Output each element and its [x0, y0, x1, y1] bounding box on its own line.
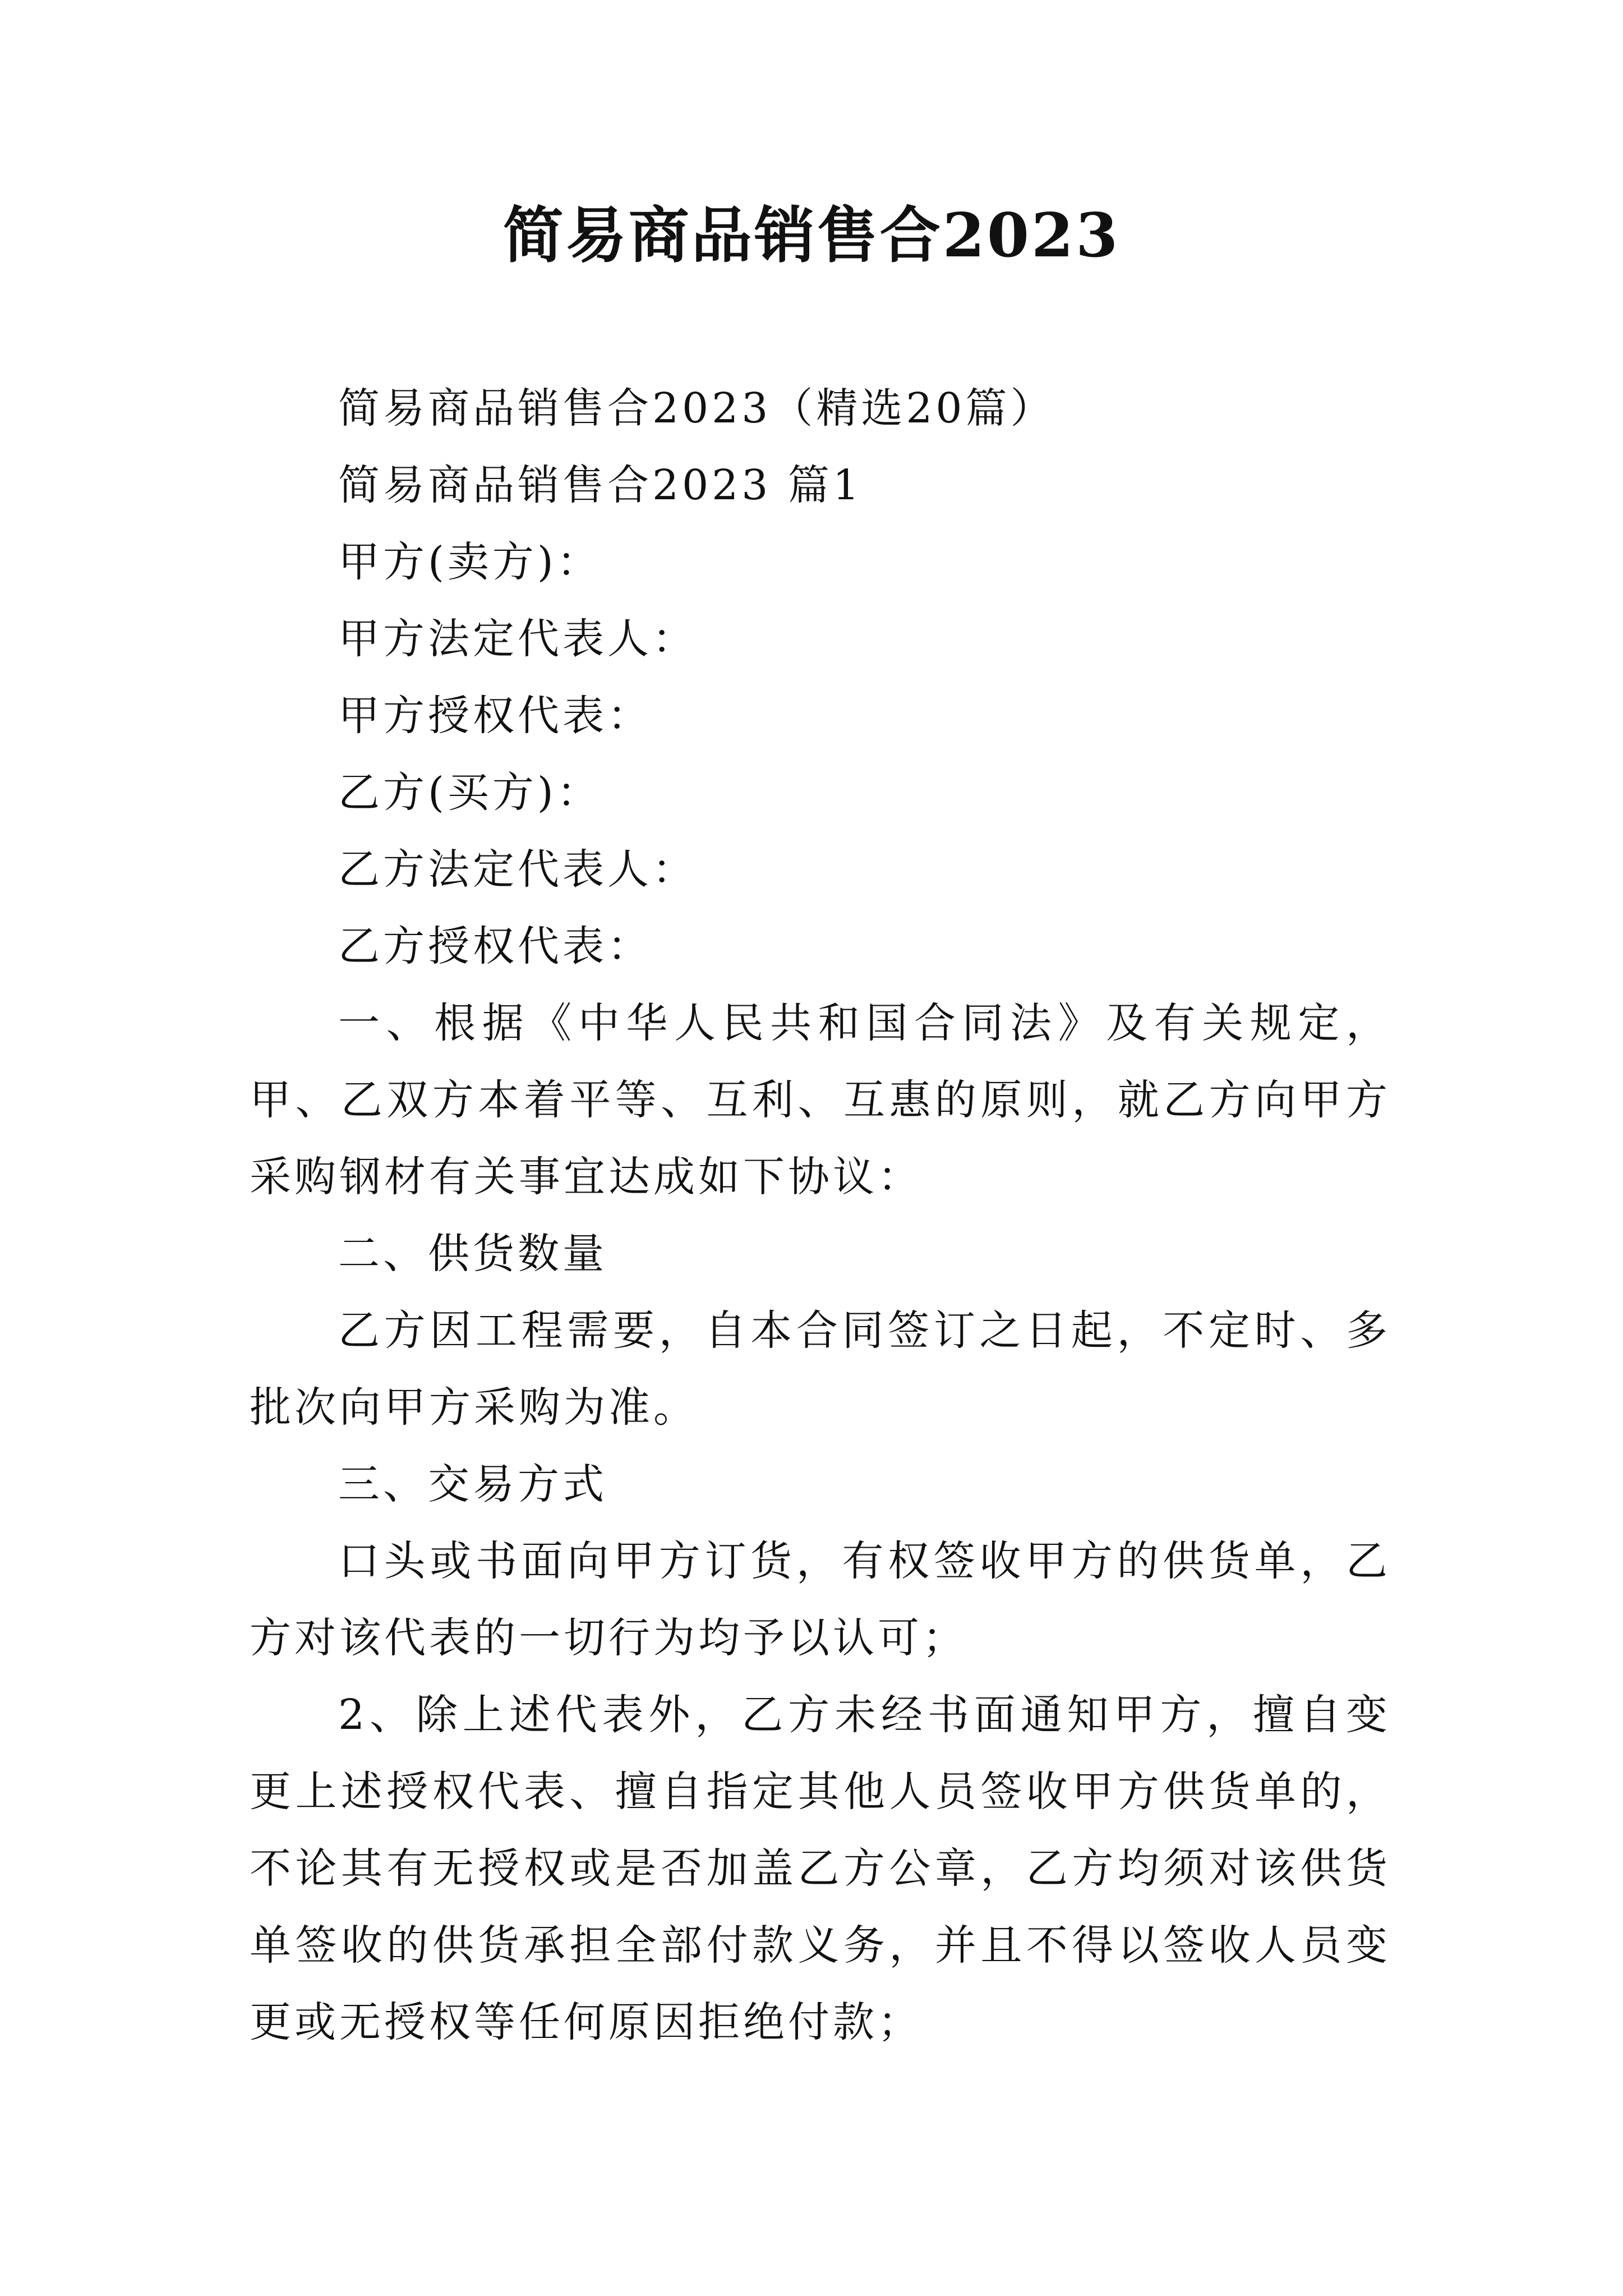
paragraph-clause-1: 一、根据《中华人民共和国合同法》及有关规定，甲、乙双方本着平等、互利、互惠的原则，就乙方向甲方采购钢材有关事宜达成如下协议： — [250, 999, 1391, 1201]
paragraph-supply-quantity: 乙方因工程需要，自本合同签订之日起，不定时、多批次向甲方采购为准。 — [250, 1306, 1391, 1432]
paragraph-heading-transaction-method: 三、交易方式 — [338, 1460, 607, 1508]
paragraph-section-heading: 简易商品销售合2023 篇1 — [338, 461, 863, 509]
document-title: 简易商品销售合2023 — [502, 200, 1121, 271]
paragraph-heading-supply-quantity: 二、供货数量 — [338, 1230, 607, 1278]
paragraph-party-b-authorized-rep: 乙方授权代表： — [338, 922, 652, 970]
paragraph-party-b-legal-rep: 乙方法定代表人： — [338, 845, 697, 894]
paragraph-transaction-method: 口头或书面向甲方订货，有权签收甲方的供货单，乙方对该代表的一切行为均予以认可； — [250, 1537, 1391, 1662]
paragraph-party-a-seller: 甲方(卖方)： — [338, 538, 602, 586]
document-body — [250, 370, 1391, 2061]
paragraph-subtitle: 简易商品销售合2023（精选20篇） — [338, 384, 1055, 432]
paragraph-clause-2: 2、除上述代表外，乙方未经书面通知甲方，擅自变更上述授权代表、擅自指定其他人员签收甲方供货单的，不论其有无授权或是否加盖乙方公章，乙方均须对该供货单签收的供货承担全部付款义务，并且不得以签收人员变更或无授权等任何原因拒绝付款； — [250, 1691, 1391, 2046]
paragraph-party-b-buyer: 乙方(买方)： — [338, 769, 602, 817]
paragraph-party-a-authorized-rep: 甲方授权代表： — [338, 692, 652, 740]
paragraph-party-a-legal-rep: 甲方法定代表人： — [338, 615, 697, 663]
